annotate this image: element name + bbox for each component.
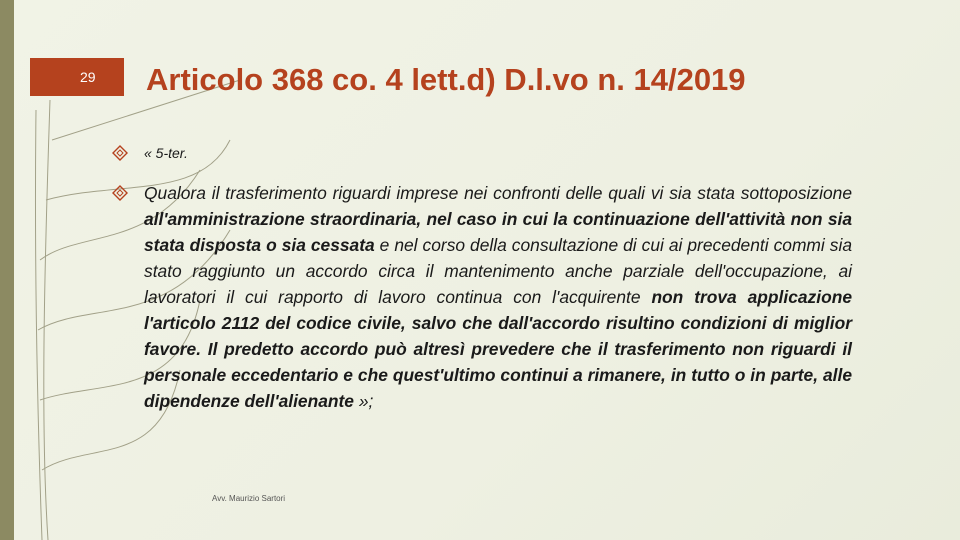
bullet-text: « 5-ter. [144, 145, 188, 161]
slide-number: 29 [80, 69, 96, 85]
diamond-bullet-icon [112, 185, 128, 201]
bold-text-run: non trova applicazione l'articolo 2112 del codice civile, salvo che dall'accordo risultino condizioni di miglior favore. Il predetto accordo può altresì prevedere che il trasferimento non riguardi il personale eccedentario e che quest'ultimo continui a rimanere, in tutto o in parte, alle dipendenze dell'alienante [144, 287, 852, 411]
footer-author: Avv. Maurizio Sartori [212, 494, 286, 503]
bold-text-run: all'amministrazione straordinaria, nel caso in cui la continuazione dell'attività non sia stata disposta o sia cessata [144, 209, 852, 255]
text-run: e nel corso della consultazione di cui ai precedenti commi sia stato raggiunto un accordo circa il mantenimento anche parziale dell'occupazione, ai lavoratori il cui rapporto di lavoro continua con l'acquirente [144, 235, 852, 307]
slide-title: Articolo 368 co. 4 lett.d) D.l.vo n. 14/2019 [146, 62, 746, 97]
bullet-item [112, 140, 852, 166]
text-run: »; [353, 391, 374, 411]
slide-number-tab [30, 58, 124, 96]
bullet-text [144, 180, 852, 414]
bullet-item [112, 180, 852, 414]
text-run: Qualora il trasferimento riguardi imprese nei confronti delle quali vi sia stata sottoposizione [144, 183, 852, 203]
diamond-bullet-icon [112, 145, 128, 161]
bullet-list [112, 140, 852, 414]
